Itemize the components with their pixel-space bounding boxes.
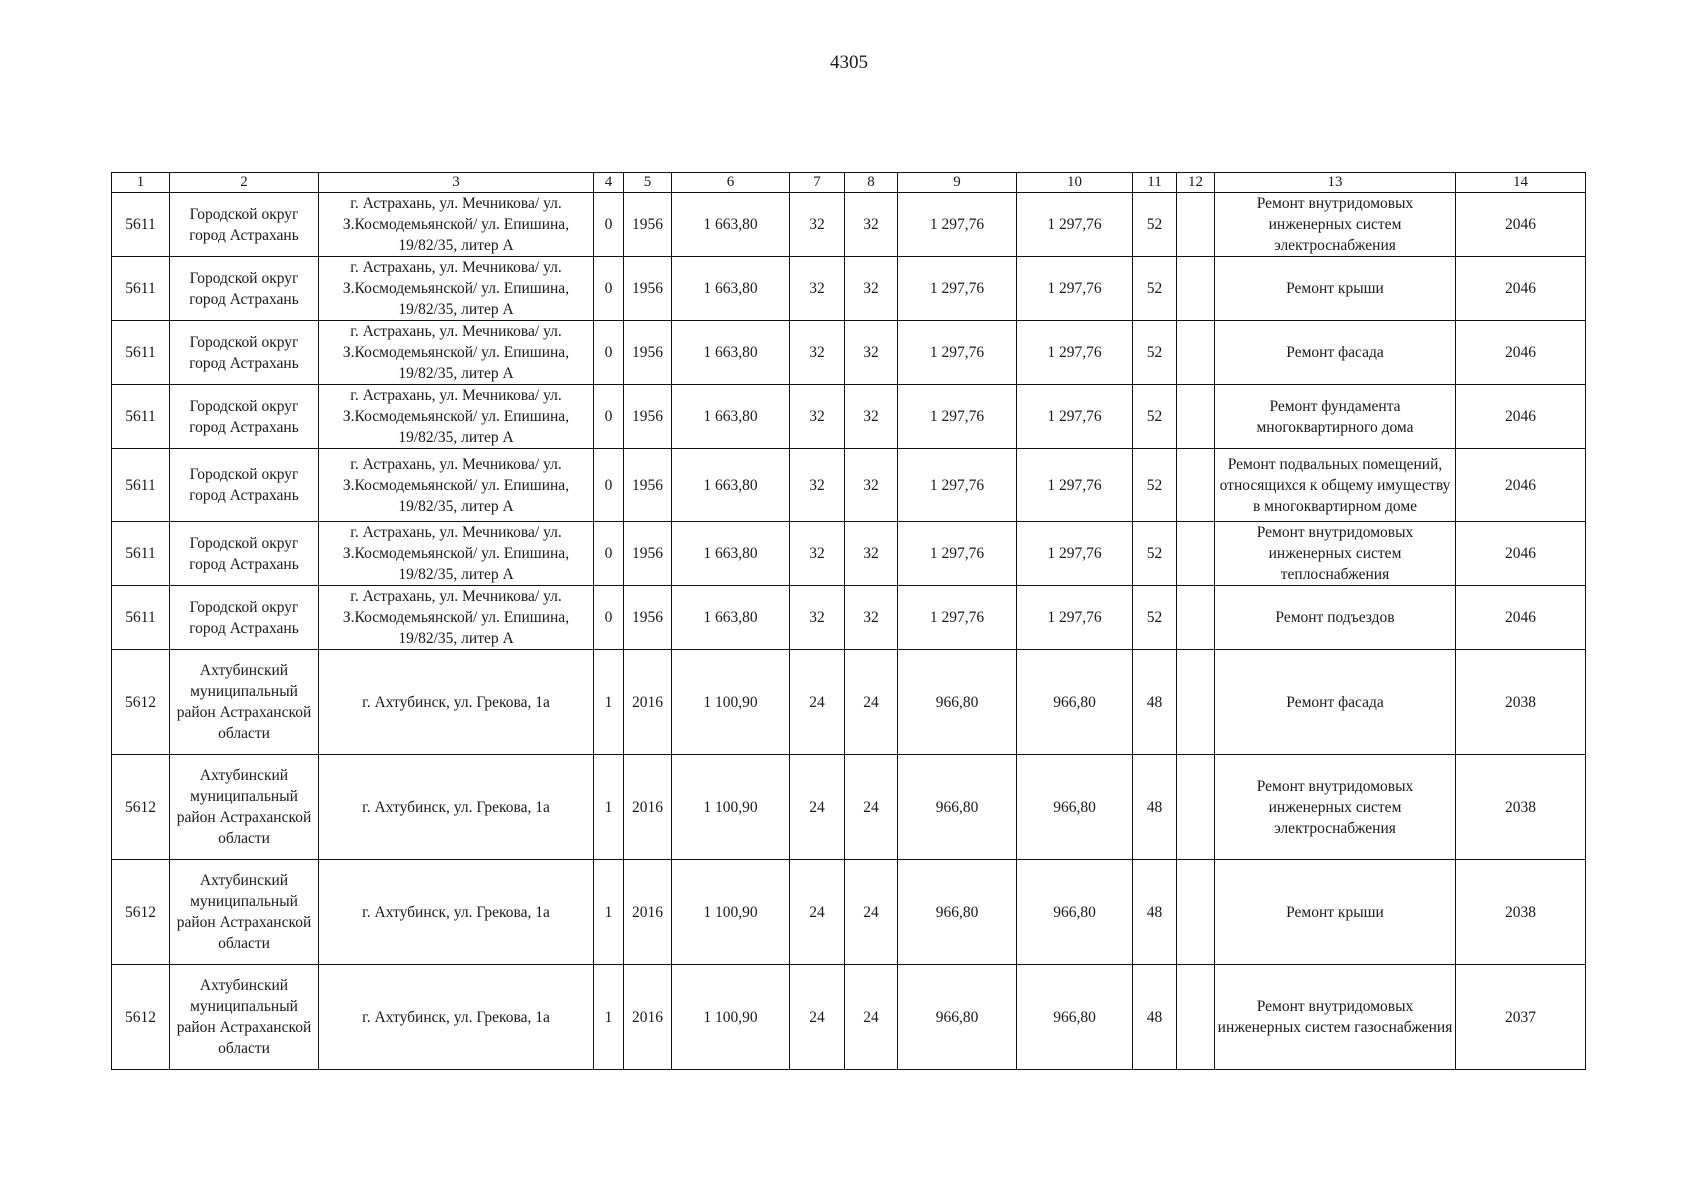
address-cell: г. Астрахань, ул. Мечникова/ ул. З.Космодемьянской/ ул. Епишина, 19/82/35, литер А <box>319 586 594 650</box>
area-cell: 1 297,76 <box>898 257 1017 321</box>
value-cell: 24 <box>790 650 845 755</box>
municipality-cell: Ахтубинский муниципальный район Астраханской области <box>170 650 319 755</box>
repair-type-cell: Ремонт подъездов <box>1215 586 1456 650</box>
total-area-cell: 1 663,80 <box>672 257 790 321</box>
year-cell: 1956 <box>624 522 672 586</box>
empty-cell <box>1177 385 1215 449</box>
year-cell: 1956 <box>624 321 672 385</box>
table-row <box>112 755 1586 860</box>
planned-year-cell: 2046 <box>1456 385 1586 449</box>
value-cell: 0 <box>594 321 624 385</box>
planned-year-cell: 2046 <box>1456 257 1586 321</box>
municipality-cell: Городской округ город Астрахань <box>170 321 319 385</box>
area-cell: 1 297,76 <box>1017 321 1133 385</box>
column-header: 5 <box>624 173 672 193</box>
value-cell: 32 <box>790 522 845 586</box>
value-cell: 0 <box>594 522 624 586</box>
address-cell: г. Ахтубинск, ул. Грекова, 1а <box>319 965 594 1070</box>
address-cell: г. Астрахань, ул. Мечникова/ ул. З.Космодемьянской/ ул. Епишина, 19/82/35, литер А <box>319 449 594 522</box>
value-cell: 24 <box>790 755 845 860</box>
register-table <box>111 172 1586 1070</box>
value-cell: 32 <box>845 449 898 522</box>
repair-type-cell: Ремонт внутридомовых инженерных систем электроснабжения <box>1215 193 1456 257</box>
area-cell: 1 297,76 <box>898 586 1017 650</box>
value-cell: 48 <box>1133 965 1177 1070</box>
table-row <box>112 193 1586 257</box>
total-area-cell: 1 663,80 <box>672 586 790 650</box>
planned-year-cell: 2046 <box>1456 321 1586 385</box>
planned-year-cell: 2046 <box>1456 522 1586 586</box>
value-cell: 32 <box>790 385 845 449</box>
value-cell: 52 <box>1133 449 1177 522</box>
total-area-cell: 1 663,80 <box>672 449 790 522</box>
value-cell: 1 <box>594 650 624 755</box>
area-cell: 1 297,76 <box>1017 449 1133 522</box>
area-cell: 1 297,76 <box>898 193 1017 257</box>
page-number: 4305 <box>830 52 868 73</box>
value-cell: 48 <box>1133 860 1177 965</box>
area-cell: 966,80 <box>898 755 1017 860</box>
planned-year-cell: 2046 <box>1456 449 1586 522</box>
repair-type-cell: Ремонт крыши <box>1215 860 1456 965</box>
row-number-cell: 5611 <box>112 257 170 321</box>
table-row <box>112 522 1586 586</box>
column-header: 1 <box>112 173 170 193</box>
table-row <box>112 321 1586 385</box>
value-cell: 24 <box>790 965 845 1070</box>
total-area-cell: 1 100,90 <box>672 650 790 755</box>
value-cell: 32 <box>790 321 845 385</box>
empty-cell <box>1177 449 1215 522</box>
column-header: 4 <box>594 173 624 193</box>
empty-cell <box>1177 650 1215 755</box>
value-cell: 0 <box>594 449 624 522</box>
address-cell: г. Ахтубинск, ул. Грекова, 1а <box>319 860 594 965</box>
empty-cell <box>1177 965 1215 1070</box>
column-header: 11 <box>1133 173 1177 193</box>
value-cell: 48 <box>1133 650 1177 755</box>
value-cell: 0 <box>594 586 624 650</box>
value-cell: 24 <box>845 860 898 965</box>
value-cell: 52 <box>1133 522 1177 586</box>
empty-cell <box>1177 860 1215 965</box>
area-cell: 1 297,76 <box>1017 385 1133 449</box>
row-number-cell: 5611 <box>112 193 170 257</box>
address-cell: г. Астрахань, ул. Мечникова/ ул. З.Космодемьянской/ ул. Епишина, 19/82/35, литер А <box>319 257 594 321</box>
area-cell: 1 297,76 <box>898 449 1017 522</box>
value-cell: 32 <box>790 586 845 650</box>
value-cell: 24 <box>845 650 898 755</box>
area-cell: 1 297,76 <box>898 522 1017 586</box>
address-cell: г. Ахтубинск, ул. Грекова, 1а <box>319 650 594 755</box>
value-cell: 32 <box>845 586 898 650</box>
repair-type-cell: Ремонт внутридомовых инженерных систем теплоснабжения <box>1215 522 1456 586</box>
row-number-cell: 5612 <box>112 860 170 965</box>
column-header: 8 <box>845 173 898 193</box>
planned-year-cell: 2038 <box>1456 650 1586 755</box>
total-area-cell: 1 663,80 <box>672 193 790 257</box>
value-cell: 52 <box>1133 321 1177 385</box>
value-cell: 52 <box>1133 586 1177 650</box>
planned-year-cell: 2037 <box>1456 965 1586 1070</box>
value-cell: 32 <box>790 257 845 321</box>
empty-cell <box>1177 321 1215 385</box>
total-area-cell: 1 663,80 <box>672 385 790 449</box>
value-cell: 32 <box>845 522 898 586</box>
value-cell: 1 <box>594 755 624 860</box>
planned-year-cell: 2046 <box>1456 193 1586 257</box>
column-header: 12 <box>1177 173 1215 193</box>
value-cell: 24 <box>845 965 898 1070</box>
municipality-cell: Ахтубинский муниципальный район Астраханской области <box>170 860 319 965</box>
column-header: 10 <box>1017 173 1133 193</box>
address-cell: г. Астрахань, ул. Мечникова/ ул. З.Космодемьянской/ ул. Епишина, 19/82/35, литер А <box>319 522 594 586</box>
address-cell: г. Ахтубинск, ул. Грекова, 1а <box>319 755 594 860</box>
year-cell: 2016 <box>624 650 672 755</box>
table-row <box>112 257 1586 321</box>
column-header: 2 <box>170 173 319 193</box>
column-header: 6 <box>672 173 790 193</box>
area-cell: 1 297,76 <box>1017 586 1133 650</box>
column-header: 7 <box>790 173 845 193</box>
area-cell: 1 297,76 <box>898 321 1017 385</box>
row-number-cell: 5611 <box>112 449 170 522</box>
repair-type-cell: Ремонт фундамента многоквартирного дома <box>1215 385 1456 449</box>
row-number-cell: 5612 <box>112 650 170 755</box>
table-row <box>112 965 1586 1070</box>
table-row <box>112 586 1586 650</box>
area-cell: 966,80 <box>1017 755 1133 860</box>
value-cell: 0 <box>594 257 624 321</box>
area-cell: 1 297,76 <box>1017 522 1133 586</box>
year-cell: 1956 <box>624 449 672 522</box>
column-header: 13 <box>1215 173 1456 193</box>
area-cell: 966,80 <box>1017 860 1133 965</box>
column-header: 3 <box>319 173 594 193</box>
municipality-cell: Городской округ город Астрахань <box>170 449 319 522</box>
area-cell: 1 297,76 <box>1017 257 1133 321</box>
table-row <box>112 650 1586 755</box>
address-cell: г. Астрахань, ул. Мечникова/ ул. З.Космодемьянской/ ул. Епишина, 19/82/35, литер А <box>319 321 594 385</box>
value-cell: 32 <box>845 385 898 449</box>
value-cell: 32 <box>845 193 898 257</box>
municipality-cell: Городской округ город Астрахань <box>170 193 319 257</box>
address-cell: г. Астрахань, ул. Мечникова/ ул. З.Космодемьянской/ ул. Епишина, 19/82/35, литер А <box>319 385 594 449</box>
value-cell: 32 <box>790 449 845 522</box>
total-area-cell: 1 100,90 <box>672 965 790 1070</box>
table-row <box>112 860 1586 965</box>
value-cell: 48 <box>1133 755 1177 860</box>
repair-type-cell: Ремонт внутридомовых инженерных систем электроснабжения <box>1215 755 1456 860</box>
row-number-cell: 5612 <box>112 755 170 860</box>
year-cell: 1956 <box>624 257 672 321</box>
area-cell: 1 297,76 <box>898 385 1017 449</box>
municipality-cell: Городской округ город Астрахань <box>170 586 319 650</box>
planned-year-cell: 2038 <box>1456 860 1586 965</box>
row-number-cell: 5611 <box>112 522 170 586</box>
value-cell: 32 <box>790 193 845 257</box>
value-cell: 1 <box>594 860 624 965</box>
year-cell: 2016 <box>624 755 672 860</box>
area-cell: 966,80 <box>898 860 1017 965</box>
planned-year-cell: 2046 <box>1456 586 1586 650</box>
total-area-cell: 1 663,80 <box>672 321 790 385</box>
row-number-cell: 5611 <box>112 586 170 650</box>
column-header: 9 <box>898 173 1017 193</box>
address-cell: г. Астрахань, ул. Мечникова/ ул. З.Космодемьянской/ ул. Епишина, 19/82/35, литер А <box>319 193 594 257</box>
value-cell: 24 <box>790 860 845 965</box>
value-cell: 1 <box>594 965 624 1070</box>
area-cell: 966,80 <box>1017 650 1133 755</box>
total-area-cell: 1 100,90 <box>672 860 790 965</box>
repair-type-cell: Ремонт крыши <box>1215 257 1456 321</box>
table-row <box>112 449 1586 522</box>
value-cell: 32 <box>845 257 898 321</box>
table-row <box>112 385 1586 449</box>
value-cell: 0 <box>594 193 624 257</box>
area-cell: 966,80 <box>1017 965 1133 1070</box>
year-cell: 1956 <box>624 586 672 650</box>
municipality-cell: Городской округ город Астрахань <box>170 385 319 449</box>
year-cell: 2016 <box>624 860 672 965</box>
year-cell: 1956 <box>624 385 672 449</box>
year-cell: 2016 <box>624 965 672 1070</box>
area-cell: 966,80 <box>898 650 1017 755</box>
value-cell: 24 <box>845 755 898 860</box>
value-cell: 32 <box>845 321 898 385</box>
municipality-cell: Ахтубинский муниципальный район Астраханской области <box>170 965 319 1070</box>
total-area-cell: 1 100,90 <box>672 755 790 860</box>
total-area-cell: 1 663,80 <box>672 522 790 586</box>
empty-cell <box>1177 522 1215 586</box>
repair-type-cell: Ремонт фасада <box>1215 650 1456 755</box>
municipality-cell: Городской округ город Астрахань <box>170 257 319 321</box>
municipality-cell: Городской округ город Астрахань <box>170 522 319 586</box>
planned-year-cell: 2038 <box>1456 755 1586 860</box>
empty-cell <box>1177 586 1215 650</box>
area-cell: 1 297,76 <box>1017 193 1133 257</box>
column-header: 14 <box>1456 173 1586 193</box>
header-row <box>112 173 1586 193</box>
row-number-cell: 5612 <box>112 965 170 1070</box>
empty-cell <box>1177 193 1215 257</box>
row-number-cell: 5611 <box>112 321 170 385</box>
area-cell: 966,80 <box>898 965 1017 1070</box>
municipality-cell: Ахтубинский муниципальный район Астраханской области <box>170 755 319 860</box>
empty-cell <box>1177 755 1215 860</box>
repair-type-cell: Ремонт подвальных помещений, относящихся к общему имуществу в многоквартирном доме <box>1215 449 1456 522</box>
repair-type-cell: Ремонт фасада <box>1215 321 1456 385</box>
year-cell: 1956 <box>624 193 672 257</box>
repair-type-cell: Ремонт внутридомовых инженерных систем газоснабжения <box>1215 965 1456 1070</box>
value-cell: 52 <box>1133 385 1177 449</box>
value-cell: 0 <box>594 385 624 449</box>
value-cell: 52 <box>1133 257 1177 321</box>
value-cell: 52 <box>1133 193 1177 257</box>
row-number-cell: 5611 <box>112 385 170 449</box>
empty-cell <box>1177 257 1215 321</box>
